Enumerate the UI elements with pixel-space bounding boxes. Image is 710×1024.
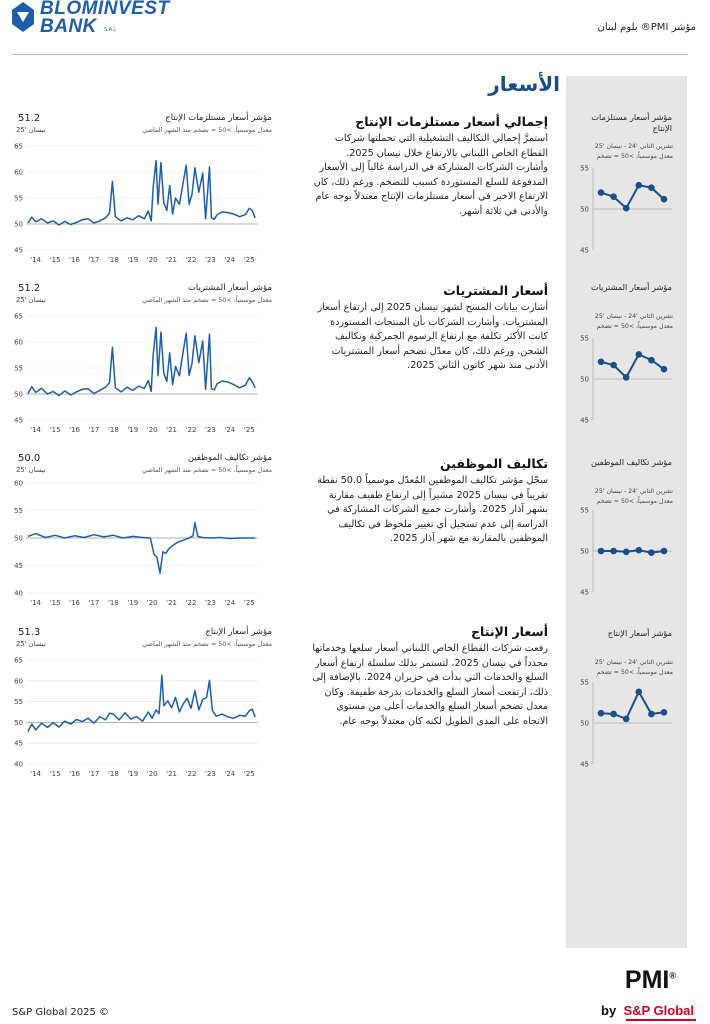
x-tick-label: '18 [107,256,119,264]
section-body: رفعت شركات القطاع الخاص اللبناني أسعار سلعها وخدماتها مجدداً في نيسان 2025، لتستمر بذلك سلسلة ارتفاع أسعار السلع والخدمات التي بدأت في حزيران 2024. بالإضافة إلى ذلك، ارتفعت أسعار السلع والخدمات بدرجة طفيفة. وكان معدل تضخم أسعار السلع والخدمات أعلى من مستوى الاتجاه على المدى الطويل لكنه كان معتدلاً بوجه عام. [312,643,548,727]
x-tick-label: '20 [146,426,158,434]
y-tick-label: 45 [14,739,23,748]
chart-title: مؤشر أسعار الإنتاج [205,627,272,637]
chart-subtitle: معدل موسمياً، >50 = تضخم منذ الشهر الماضي [142,640,272,648]
y-tick-label: 45 [580,246,589,255]
y-tick-label: 45 [14,416,23,425]
section-title: أسعار المشتريات [443,283,548,298]
by-label: by [601,1003,617,1018]
chart-title: مؤشر تكاليف الموظفين [187,453,272,463]
x-tick-label: '24 [224,426,236,434]
y-tick-label: 65 [14,656,23,665]
side-chart-title: مؤشر أسعار الإنتاج [607,628,672,638]
side-chart-note: معدل موسمياً، >50 = تضخم [596,669,673,676]
side-chart-range: تشرين الثاني '24 - نيسان '25 [594,143,673,150]
latest-date: نيسان '25 [16,126,46,134]
latest-value: 51.3 [18,627,41,638]
sp-global-logo [601,1003,694,1018]
y-tick-label: 65 [14,142,23,151]
y-tick-label: 65 [14,312,23,321]
x-tick-label: '18 [107,426,119,434]
side-chart-note: معدل موسمياً، >50 = تضخم [596,498,673,505]
x-tick-label: '23 [205,599,216,607]
logo-line2: BANK [40,16,97,37]
bank-logo [10,0,170,40]
y-tick-label: 45 [580,416,589,425]
x-tick-label: '24 [224,770,236,778]
sp-global-text: S&P Global [623,1003,694,1018]
y-tick-label: 50 [14,534,23,543]
x-tick-label: '23 [205,256,216,264]
y-tick-label: 55 [14,507,23,515]
side-chart-note: معدل موسمياً، >50 = تضخم [596,323,673,330]
x-tick-label: '19 [127,770,139,778]
x-tick-label: '24 [224,599,236,607]
y-tick-label: 50 [580,547,589,556]
x-tick-label: '19 [127,426,139,434]
y-tick-label: 60 [14,677,23,686]
latest-date: نيسان '25 [16,640,46,648]
x-tick-label: '21 [166,599,178,607]
chart-subtitle: معدل موسمياً، >50 = تضخم منذ الشهر الماضي [142,466,272,474]
y-tick-label: 55 [14,194,23,203]
logo-line1: BLOMINVEST [40,0,170,19]
x-tick-label: '20 [146,770,158,778]
y-tick-label: 50 [14,390,23,399]
chart-title: مؤشر أسعار المشتريات [187,283,272,293]
x-tick-label: '22 [185,256,197,264]
logo-mark-icon [10,0,36,34]
x-tick-label: '17 [88,256,100,264]
x-tick-label: '17 [88,426,100,434]
y-tick-label: 60 [14,338,23,347]
x-tick-label: '19 [127,599,139,607]
x-tick-label: '19 [127,256,139,264]
x-tick-label: '20 [146,599,158,607]
section-title: تكاليف الموظفين [439,456,548,471]
x-tick-label: '24 [224,256,236,264]
series-line [28,327,255,395]
y-tick-label: 45 [14,246,23,255]
x-tick-label: '22 [185,599,197,607]
header-rule [12,54,688,55]
chart-subtitle: معدل موسمياً، >50 = تضخم منذ الشهر الماضي [142,126,272,134]
y-tick-label: 45 [14,562,23,570]
y-tick-label: 60 [14,168,23,177]
y-tick-label: 50 [14,220,23,229]
x-tick-label: '25 [243,426,255,434]
x-tick-label: '14 [30,256,42,264]
side-chart-title: مؤشر أسعار مستلزمات الإنتاج [591,112,672,133]
y-tick-label: 55 [14,364,23,373]
x-tick-label: '25 [243,599,255,607]
latest-value: 51.2 [18,113,41,124]
logo-suffix: S.A.L [104,27,117,33]
y-tick-label: 55 [580,678,589,687]
x-tick-label: '21 [166,426,178,434]
y-tick-label: 55 [580,334,589,343]
section-body: أشارت بيانات المسح لشهر نيسان 2025 إلى ارتفاع أسعار المشتريات. وأشارت الشركات بأن المنتجات المستوردة كانت الأكثر تكلفة مع ارتفاع الرسوم الجمركية وتكاليف الشحن. ورغم ذلك، كان معدّل تضخم أسعار المشتريات الأدنى منذ شهر كانون الثاني 2025. [317,302,548,371]
page-title: الأسعار [488,72,560,96]
x-tick-label: '16 [69,426,80,434]
latest-date: نيسان '25 [16,466,46,474]
sp-underline [626,1019,696,1021]
y-tick-label: 60 [14,479,23,488]
series-line [28,523,255,574]
x-tick-label: '25 [243,256,255,264]
pmi-logo-text: PMI [624,966,670,994]
x-tick-label: '18 [107,599,119,607]
pmi-logo [625,966,676,995]
y-tick-label: 55 [14,698,23,707]
x-tick-label: '15 [49,256,61,264]
section-body: استمرَّ إجمالي التكاليف التشغيلية التي تحملتها شركات القطاع الخاص اللبناني بالارتفاع خلال نيسان 2025. وأشارت الشركات المشاركة في الدراسة غالباً إلى الأسعار المدفوعة للسلع المستوردة كسبب للتضخم. ورغم ذلك، كان الارتفاع الاخير في أسعار مستلزمات الإنتاج معتدلاً بوجه عام والأدنى في ثلاثة أشهر. [313,133,548,217]
x-tick-label: '21 [166,256,178,264]
sidebar-panel [566,76,687,948]
series-line [28,675,255,731]
side-chart-title: مؤشر تكاليف الموظفين [590,457,672,467]
y-tick-label: 40 [14,760,23,769]
series-line [28,161,255,225]
x-tick-label: '17 [88,599,100,607]
x-tick-label: '22 [185,426,197,434]
pmi-logo-mark: ® [669,970,676,981]
x-tick-label: '15 [49,426,61,434]
section-title: إجمالي أسعار مستلزمات الإنتاج [355,114,548,129]
x-tick-label: '23 [205,426,216,434]
y-tick-label: 50 [580,375,589,384]
chart-title: مؤشر أسعار مستلزمات الإنتاج [165,113,272,123]
y-tick-label: 40 [14,589,23,598]
x-tick-label: '16 [69,256,80,264]
side-chart-title: مؤشر أسعار المشتريات [590,282,672,292]
x-tick-label: '23 [205,770,216,778]
section-title: أسعار الإنتاج [471,624,548,639]
latest-value: 51.2 [18,283,41,294]
y-tick-label: 50 [14,718,23,727]
y-tick-label: 55 [580,164,589,173]
report-title: مؤشر PMI® بلوم لبنان [597,22,696,33]
side-chart-note: معدل موسمياً، >50 = تضخم [596,153,673,160]
side-chart-range: تشرين الثاني '24 - نيسان '25 [594,488,673,495]
copyright: S&P Global 2025 © [12,1007,110,1018]
x-tick-label: '18 [107,770,119,778]
y-tick-label: 45 [580,760,589,769]
x-tick-label: '21 [166,770,178,778]
x-tick-label: '16 [69,599,80,607]
section-body: سجّل مؤشر تكاليف الموظفين المُعدّل موسمياً 50.0 نقطة تقريباً في نيسان 2025 مشيراً إلى ارتفاع طفيف مقارنة بشهر آذار 2025. وأشارت جميع الشركات المشاركة في الدراسة إلى عدم تسجيل أي تغيير ملحوظ في تكاليف الموظفين بالمقارنة مع شهر آذار 2025. [317,475,548,544]
side-chart-range: تشرين الثاني '24 - نيسان '25 [594,659,673,666]
x-tick-label: '17 [88,770,100,778]
x-tick-label: '14 [30,426,42,434]
x-tick-label: '15 [49,599,61,607]
x-tick-label: '14 [30,770,42,778]
x-tick-label: '15 [49,770,61,778]
x-tick-label: '22 [185,770,197,778]
y-tick-label: 50 [580,719,589,728]
y-tick-label: 45 [580,588,589,597]
x-tick-label: '20 [146,256,158,264]
y-tick-label: 50 [580,205,589,214]
x-tick-label: '16 [69,770,80,778]
side-chart-range: تشرين الثاني '24 - نيسان '25 [594,313,673,320]
x-tick-label: '25 [243,770,255,778]
latest-value: 50.0 [18,453,41,464]
chart-subtitle: معدل موسمياً، >50 = تضخم منذ الشهر الماضي [142,296,272,304]
latest-date: نيسان '25 [16,296,46,304]
y-tick-label: 55 [580,506,589,515]
x-tick-label: '14 [30,599,42,607]
